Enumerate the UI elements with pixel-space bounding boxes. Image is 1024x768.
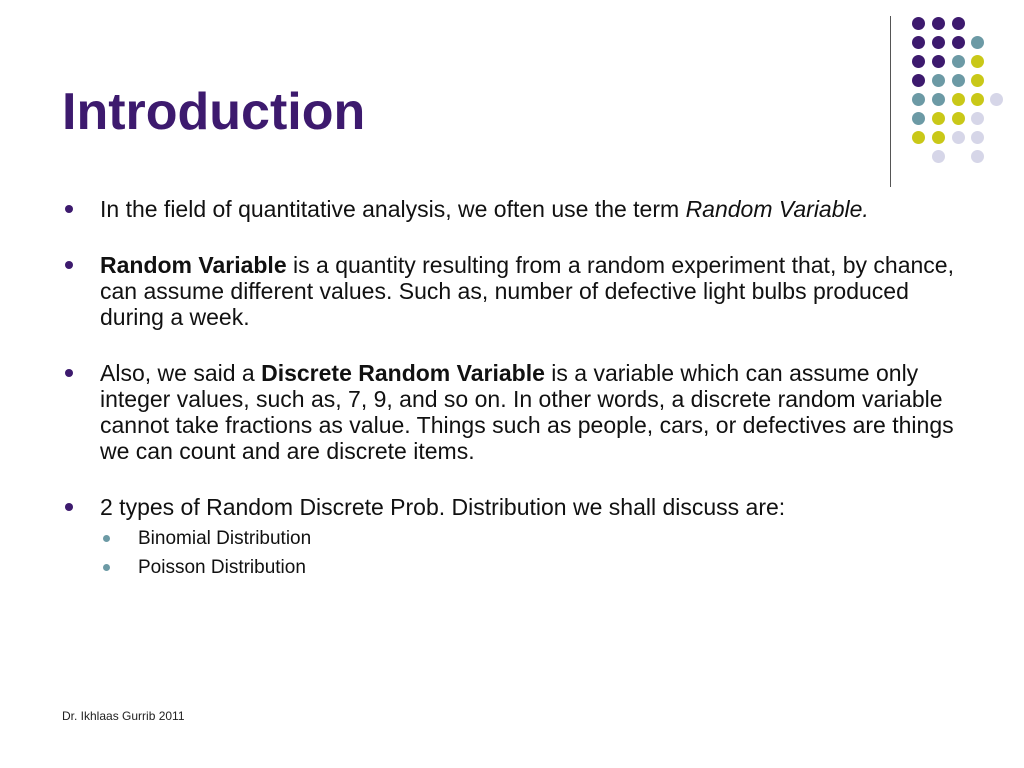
slide-footer: Dr. Ikhlaas Gurrib 2011 xyxy=(62,709,185,723)
decorative-dot xyxy=(952,131,965,144)
bullet-dot-icon xyxy=(65,369,73,377)
decorative-dot xyxy=(952,36,965,49)
decorative-dot xyxy=(971,150,984,163)
decorative-dot xyxy=(971,131,984,144)
sub-bullet-text: Binomial Distribution xyxy=(138,528,312,549)
bullet-text: 2 types of Random Discrete Prob. Distribution we shall discuss are: xyxy=(100,494,786,520)
decorative-dot xyxy=(952,55,965,68)
decorative-dot xyxy=(912,93,925,106)
decorative-dot xyxy=(932,36,945,49)
bullet-dot-icon xyxy=(65,205,73,213)
decorative-dot xyxy=(912,36,925,49)
bullet-dot-icon xyxy=(65,261,73,269)
decorative-dot xyxy=(912,112,925,125)
decorative-dot xyxy=(932,131,945,144)
decorative-dot xyxy=(971,36,984,49)
slide-title: Introduction xyxy=(62,83,366,141)
decorative-dot xyxy=(932,93,945,106)
bullet-dot-icon xyxy=(65,503,73,511)
bullet-item xyxy=(62,196,972,222)
bullet-item xyxy=(62,494,972,520)
sub-bullet-text: Poisson Distribution xyxy=(138,557,306,578)
decorative-dot xyxy=(971,93,984,106)
decorative-dot xyxy=(932,55,945,68)
decorative-dot xyxy=(912,55,925,68)
text-segment: Also, we said a xyxy=(100,360,262,386)
bold-term: Discrete Random Variable xyxy=(261,360,545,386)
sub-bullet-dot-icon xyxy=(103,535,110,542)
decorative-dot xyxy=(912,74,925,87)
decorative-dot xyxy=(932,112,945,125)
decorative-dot xyxy=(971,74,984,87)
decorative-dot xyxy=(932,74,945,87)
text-segment: In the field of quantitative analysis, we often use the term xyxy=(100,196,686,222)
text-segment: is a quantity resulting from a random experiment that, by chance, can assume different values. Such as, number of defective light bulbs produced during a week. xyxy=(100,252,954,330)
decorative-dot xyxy=(932,17,945,30)
decorative-dot xyxy=(912,17,925,30)
bullet-text xyxy=(100,252,954,330)
decorative-divider-line xyxy=(890,16,891,187)
sub-bullet-dot-icon xyxy=(103,564,110,571)
bullet-item xyxy=(62,252,972,330)
text-segment: is a variable which can assume only integer values, such as, 7, 9, and so on. In other words, a discrete random variable cannot take fractions as value. Things such as people, cars, or defectives are things we can count and are discrete items. xyxy=(100,360,954,464)
decorative-dot xyxy=(971,112,984,125)
bullet-text xyxy=(100,196,869,222)
bullet-text xyxy=(100,360,954,464)
decorative-dot xyxy=(971,55,984,68)
decorative-dot xyxy=(932,150,945,163)
slide-body xyxy=(62,196,972,582)
italic-term: Random Variable. xyxy=(685,196,869,222)
decorative-dot xyxy=(952,112,965,125)
sub-bullet-item xyxy=(62,524,972,553)
decorative-dot xyxy=(952,74,965,87)
decorative-dot xyxy=(990,93,1003,106)
bold-term: Random Variable xyxy=(100,252,287,278)
bullet-item xyxy=(62,360,972,464)
sub-bullet-item xyxy=(62,553,972,582)
decorative-dot xyxy=(912,131,925,144)
decorative-dot xyxy=(952,93,965,106)
decorative-dot xyxy=(952,17,965,30)
